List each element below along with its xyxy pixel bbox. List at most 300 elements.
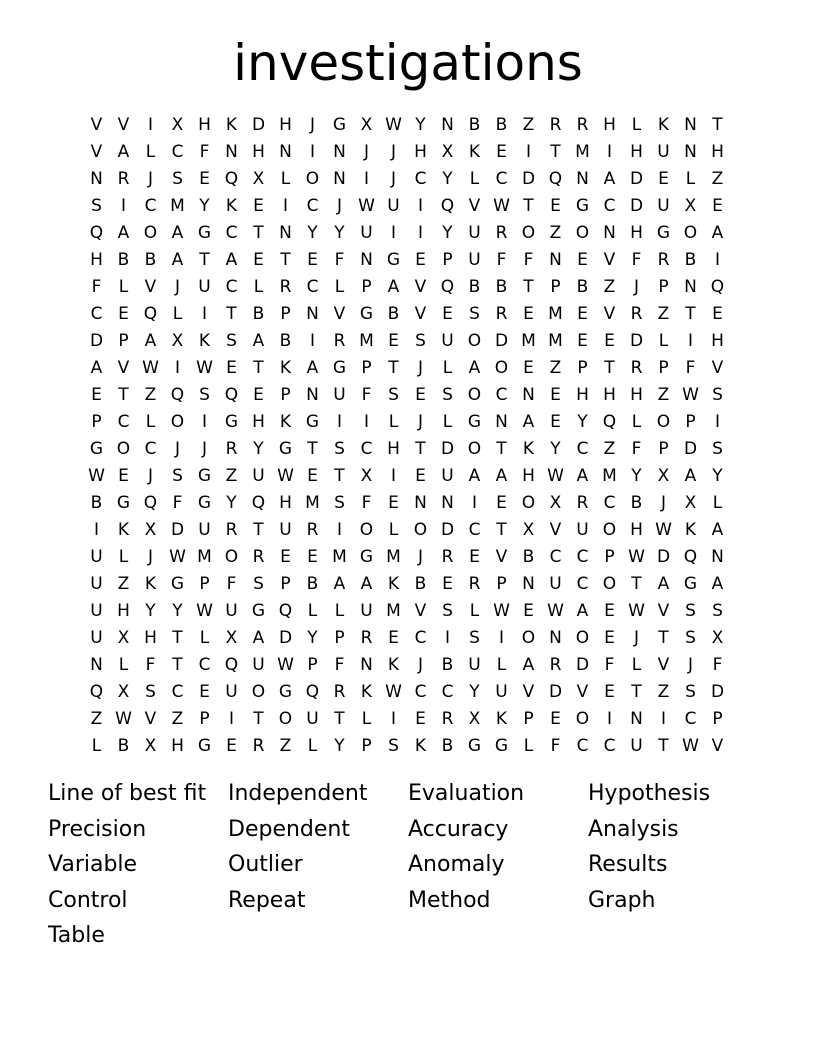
grid-letter: V (90, 115, 103, 135)
grid-letter: R (549, 655, 562, 675)
grid-letter: U (495, 682, 508, 702)
grid-letter: F (604, 655, 615, 675)
grid-letter: X (171, 115, 184, 135)
grid-letter: X (144, 520, 157, 540)
grid-letter: W (628, 547, 645, 567)
grid-letter: N (414, 493, 427, 513)
grid-letter: H (576, 385, 589, 405)
grid-letter: L (172, 304, 183, 324)
grid-letter: O (494, 358, 509, 378)
grid-letter: C (495, 169, 508, 189)
grid-letter: J (633, 628, 639, 648)
grid-letter: U (360, 601, 373, 621)
grid-letter: I (687, 331, 693, 351)
grid-letter: E (415, 250, 426, 270)
grid-letter: T (334, 709, 345, 729)
grid-letter: Q (710, 277, 725, 297)
grid-letter: N (684, 142, 697, 162)
grid-letter: L (442, 358, 453, 378)
grid-letter: Y (334, 736, 345, 756)
grid-letter: L (523, 736, 534, 756)
grid-letter: W (547, 466, 564, 486)
grid-letter: L (658, 331, 669, 351)
grid-letter: A (306, 358, 319, 378)
grid-letter: X (441, 142, 454, 162)
grid-letter: K (657, 115, 670, 135)
grid-letter: E (523, 358, 534, 378)
word-list-item: Method (408, 887, 491, 913)
grid-letter: G (332, 358, 347, 378)
word-list (48, 776, 768, 954)
grid-letter: H (630, 520, 643, 540)
grid-letter: H (603, 115, 616, 135)
grid-letter: G (278, 682, 293, 702)
grid-letter: O (305, 169, 320, 189)
grid-letter: V (90, 142, 103, 162)
grid-letter: P (199, 709, 210, 729)
grid-letter: A (171, 250, 184, 270)
grid-letter: A (711, 574, 724, 594)
grid-letter: A (252, 331, 265, 351)
grid-letter: Y (307, 628, 318, 648)
word-list-item: Hypothesis (588, 781, 711, 806)
grid-letter: U (657, 142, 670, 162)
grid-letter: N (576, 169, 589, 189)
grid-letter: X (657, 466, 670, 486)
grid-letter: Q (143, 493, 158, 513)
grid-letter: S (334, 493, 345, 513)
grid-letter: P (280, 304, 291, 324)
grid-letter: I (606, 142, 612, 162)
grid-letter: J (309, 115, 315, 135)
grid-letter: E (523, 601, 534, 621)
grid-letter: M (305, 493, 320, 513)
grid-letter: C (144, 439, 157, 459)
grid-letter: B (414, 574, 427, 594)
grid-letter: I (363, 412, 369, 432)
grid-letter: K (279, 358, 292, 378)
grid-letter: T (253, 520, 264, 540)
grid-letter: I (390, 709, 396, 729)
grid-letter: V (144, 277, 157, 297)
grid-letter: E (550, 709, 561, 729)
grid-letter: B (117, 736, 130, 756)
grid-letter: S (469, 304, 480, 324)
grid-letter: U (441, 466, 454, 486)
grid-letter: F (145, 655, 156, 675)
grid-letter: T (280, 250, 291, 270)
word-list-item: Line of best fit (48, 781, 207, 806)
grid-letter: A (603, 169, 616, 189)
word-list-item: Anomaly (408, 852, 505, 878)
grid-letter: H (414, 142, 427, 162)
grid-letter: B (630, 493, 643, 513)
grid-letter: T (550, 142, 561, 162)
grid-letter: L (685, 169, 696, 189)
grid-letter: Z (603, 439, 616, 459)
grid-letter: Z (549, 223, 562, 243)
grid-letter: F (91, 277, 102, 297)
grid-letter: I (714, 250, 720, 270)
grid-letter: H (198, 115, 211, 135)
grid-letter: U (90, 601, 103, 621)
grid-letter: S (712, 439, 723, 459)
grid-letter: R (333, 331, 346, 351)
grid-letter: O (521, 223, 536, 243)
grid-letter: N (630, 709, 643, 729)
grid-letter: N (360, 655, 373, 675)
grid-letter: H (711, 142, 724, 162)
grid-letter: A (117, 223, 130, 243)
grid-letter: Y (145, 601, 156, 621)
grid-letter: F (712, 655, 723, 675)
grid-letter: J (417, 358, 423, 378)
grid-letter: P (91, 412, 102, 432)
grid-letter: W (196, 601, 213, 621)
grid-letter: T (253, 709, 264, 729)
grid-letter: T (523, 277, 534, 297)
grid-letter: E (604, 601, 615, 621)
word-list-item: Variable (48, 852, 138, 878)
grid-letter: L (253, 277, 264, 297)
grid-letter: C (549, 547, 562, 567)
grid-letter: D (170, 520, 185, 540)
grid-letter: J (174, 277, 180, 297)
grid-letter: G (683, 574, 698, 594)
grid-letter: Q (440, 277, 455, 297)
grid-letter: J (417, 412, 423, 432)
grid-letter: U (198, 277, 211, 297)
grid-letter: F (334, 655, 345, 675)
grid-letter: E (496, 493, 507, 513)
grid-letter: Q (224, 169, 239, 189)
grid-letter: W (88, 466, 105, 486)
letter-grid (83, 112, 731, 760)
grid-letter: L (469, 601, 480, 621)
grid-letter: N (333, 169, 346, 189)
grid-letter: W (277, 655, 294, 675)
grid-letter: R (495, 304, 508, 324)
grid-letter: Y (226, 493, 237, 513)
grid-letter: N (441, 493, 454, 513)
grid-letter: M (170, 196, 185, 216)
grid-letter: S (685, 628, 696, 648)
grid-letter: F (550, 736, 561, 756)
grid-letter: X (117, 628, 130, 648)
grid-letter: R (225, 520, 238, 540)
grid-letter: O (251, 682, 266, 702)
grid-letter: D (629, 331, 644, 351)
grid-letter: Q (683, 547, 698, 567)
grid-letter: K (387, 574, 400, 594)
grid-letter: A (576, 466, 589, 486)
grid-letter: J (417, 655, 423, 675)
grid-letter: P (442, 250, 453, 270)
grid-letter: C (306, 196, 319, 216)
grid-letter: C (360, 439, 373, 459)
grid-letter: P (685, 412, 696, 432)
grid-letter: G (197, 466, 212, 486)
grid-letter: U (225, 601, 238, 621)
grid-letter: S (388, 385, 399, 405)
grid-letter: G (197, 223, 212, 243)
grid-letter: I (120, 196, 126, 216)
grid-letter: R (252, 547, 265, 567)
grid-letter: P (658, 439, 669, 459)
grid-letter: O (143, 223, 158, 243)
grid-letter: K (144, 574, 157, 594)
grid-letter: O (467, 331, 482, 351)
grid-letter: V (468, 196, 481, 216)
grid-letter: B (441, 736, 454, 756)
grid-letter: C (576, 736, 589, 756)
grid-letter: T (199, 250, 210, 270)
grid-letter: Y (172, 601, 183, 621)
grid-letter: J (336, 196, 342, 216)
grid-letter: I (390, 466, 396, 486)
grid-letter: W (277, 466, 294, 486)
grid-letter: T (496, 520, 507, 540)
grid-letter: B (441, 655, 454, 675)
grid-letter: T (172, 628, 183, 648)
grid-letter: V (414, 601, 427, 621)
grid-letter: U (657, 196, 670, 216)
grid-letter: G (359, 547, 374, 567)
grid-letter: H (171, 736, 184, 756)
grid-letter: V (522, 682, 535, 702)
grid-letter: E (712, 196, 723, 216)
grid-letter: X (360, 466, 373, 486)
grid-letter: M (332, 547, 347, 567)
grid-letter: D (656, 547, 671, 567)
grid-letter: L (388, 412, 399, 432)
grid-letter: S (685, 601, 696, 621)
grid-letter: L (388, 520, 399, 540)
grid-letter: S (172, 169, 183, 189)
grid-letter: D (251, 115, 266, 135)
grid-letter: K (117, 520, 130, 540)
grid-letter: C (306, 277, 319, 297)
grid-letter: D (278, 628, 293, 648)
grid-letter: Q (170, 385, 185, 405)
grid-letter: N (90, 655, 103, 675)
grid-letter: C (144, 196, 157, 216)
grid-letter: G (170, 574, 185, 594)
grid-letter: Q (305, 682, 320, 702)
grid-letter: E (415, 709, 426, 729)
grid-letter: I (660, 709, 666, 729)
grid-letter: Y (442, 223, 453, 243)
grid-letter: O (413, 520, 428, 540)
grid-letter: E (712, 304, 723, 324)
grid-letter: D (548, 682, 563, 702)
grid-letter: W (196, 358, 213, 378)
grid-letter: G (305, 412, 320, 432)
grid-letter: Y (307, 223, 318, 243)
grid-letter: X (684, 196, 697, 216)
grid-letter: E (388, 628, 399, 648)
grid-letter: X (252, 169, 265, 189)
grid-letter: X (522, 520, 535, 540)
grid-letter: M (602, 466, 617, 486)
grid-letter: O (467, 385, 482, 405)
grid-letter: U (306, 709, 319, 729)
grid-letter: A (252, 628, 265, 648)
puzzle-title: investigations (233, 34, 583, 92)
grid-letter: H (603, 385, 616, 405)
grid-letter: E (442, 304, 453, 324)
grid-letter: Y (712, 466, 723, 486)
grid-letter: C (603, 493, 616, 513)
word-list-item: Repeat (228, 887, 306, 913)
grid-letter: T (253, 358, 264, 378)
grid-letter: C (90, 304, 103, 324)
grid-letter: X (144, 736, 157, 756)
grid-letter: I (714, 412, 720, 432)
grid-letter: F (226, 574, 237, 594)
grid-letter: B (576, 277, 589, 297)
grid-letter: Z (225, 466, 238, 486)
grid-letter: G (197, 736, 212, 756)
grid-letter: U (90, 628, 103, 648)
grid-letter: F (523, 250, 534, 270)
grid-letter: D (629, 169, 644, 189)
grid-letter: Y (199, 196, 210, 216)
grid-letter: B (468, 115, 481, 135)
grid-letter: C (576, 574, 589, 594)
grid-letter: C (603, 196, 616, 216)
grid-letter: D (710, 682, 725, 702)
grid-letter: F (631, 439, 642, 459)
grid-letter: R (252, 736, 265, 756)
grid-letter: I (363, 169, 369, 189)
grid-letter: I (336, 412, 342, 432)
grid-letter: B (495, 115, 508, 135)
grid-letter: A (711, 223, 724, 243)
grid-letter: A (522, 655, 535, 675)
grid-letter: C (171, 682, 184, 702)
word-list-item: Accuracy (408, 816, 509, 842)
grid-letter: L (307, 601, 318, 621)
grid-letter: T (388, 358, 399, 378)
grid-letter: H (252, 142, 265, 162)
grid-letter: S (199, 385, 210, 405)
word-list-item: Table (48, 923, 105, 949)
grid-letter: Q (89, 682, 104, 702)
grid-letter: G (656, 223, 671, 243)
grid-letter: A (468, 466, 481, 486)
grid-letter: U (225, 682, 238, 702)
grid-letter: F (199, 142, 210, 162)
grid-letter: T (712, 115, 723, 135)
grid-letter: V (414, 277, 427, 297)
grid-letter: D (683, 439, 698, 459)
grid-letter: I (417, 223, 423, 243)
grid-letter: E (91, 385, 102, 405)
grid-letter: U (576, 520, 589, 540)
grid-letter: E (577, 250, 588, 270)
grid-letter: S (415, 331, 426, 351)
grid-letter: Y (334, 223, 345, 243)
grid-letter: R (630, 358, 643, 378)
grid-letter: Z (711, 169, 724, 189)
grid-letter: H (252, 412, 265, 432)
grid-letter: I (228, 709, 234, 729)
grid-letter: D (89, 331, 104, 351)
grid-letter: Q (143, 304, 158, 324)
grid-letter: O (224, 547, 239, 567)
grid-letter: I (390, 223, 396, 243)
grid-letter: Y (577, 412, 588, 432)
grid-letter: C (495, 385, 508, 405)
grid-letter: T (631, 574, 642, 594)
grid-letter: K (414, 736, 427, 756)
grid-letter: E (253, 250, 264, 270)
grid-letter: L (118, 655, 129, 675)
grid-letter: P (199, 574, 210, 594)
grid-letter: Z (657, 304, 670, 324)
grid-letter: M (521, 331, 536, 351)
grid-letter: Q (278, 601, 293, 621)
grid-letter: D (494, 331, 509, 351)
grid-letter: A (360, 574, 373, 594)
grid-letter: I (282, 196, 288, 216)
word-list-item: Evaluation (408, 781, 525, 806)
grid-letter: G (386, 250, 401, 270)
grid-letter: K (495, 709, 508, 729)
grid-letter: E (253, 385, 264, 405)
grid-letter: U (90, 547, 103, 567)
grid-letter: D (629, 196, 644, 216)
grid-letter: B (144, 250, 157, 270)
grid-letter: J (390, 169, 396, 189)
grid-letter: E (199, 682, 210, 702)
grid-letter: L (307, 736, 318, 756)
grid-letter: U (468, 223, 481, 243)
grid-letter: W (682, 385, 699, 405)
grid-letter: R (333, 682, 346, 702)
grid-letter: J (147, 466, 153, 486)
grid-letter: M (386, 601, 401, 621)
grid-letter: Z (549, 358, 562, 378)
grid-letter: C (117, 412, 130, 432)
grid-letter: R (441, 709, 454, 729)
grid-letter: W (655, 520, 672, 540)
grid-letter: X (117, 682, 130, 702)
grid-letter: O (170, 412, 185, 432)
grid-letter: O (575, 628, 590, 648)
grid-letter: F (361, 385, 372, 405)
grid-letter: N (684, 115, 697, 135)
grid-letter: J (147, 547, 153, 567)
grid-letter: S (226, 331, 237, 351)
grid-letter: L (145, 142, 156, 162)
grid-letter: A (522, 412, 535, 432)
grid-letter: V (495, 547, 508, 567)
grid-letter: O (359, 520, 374, 540)
word-list-item: Dependent (228, 816, 350, 842)
grid-letter: V (117, 358, 130, 378)
grid-letter: E (226, 358, 237, 378)
grid-letter: V (657, 655, 670, 675)
grid-letter: K (225, 115, 238, 135)
grid-letter: O (278, 709, 293, 729)
grid-letter: E (523, 304, 534, 324)
grid-letter: C (603, 736, 616, 756)
grid-letter: I (147, 115, 153, 135)
grid-letter: Y (442, 169, 453, 189)
grid-letter: A (495, 466, 508, 486)
